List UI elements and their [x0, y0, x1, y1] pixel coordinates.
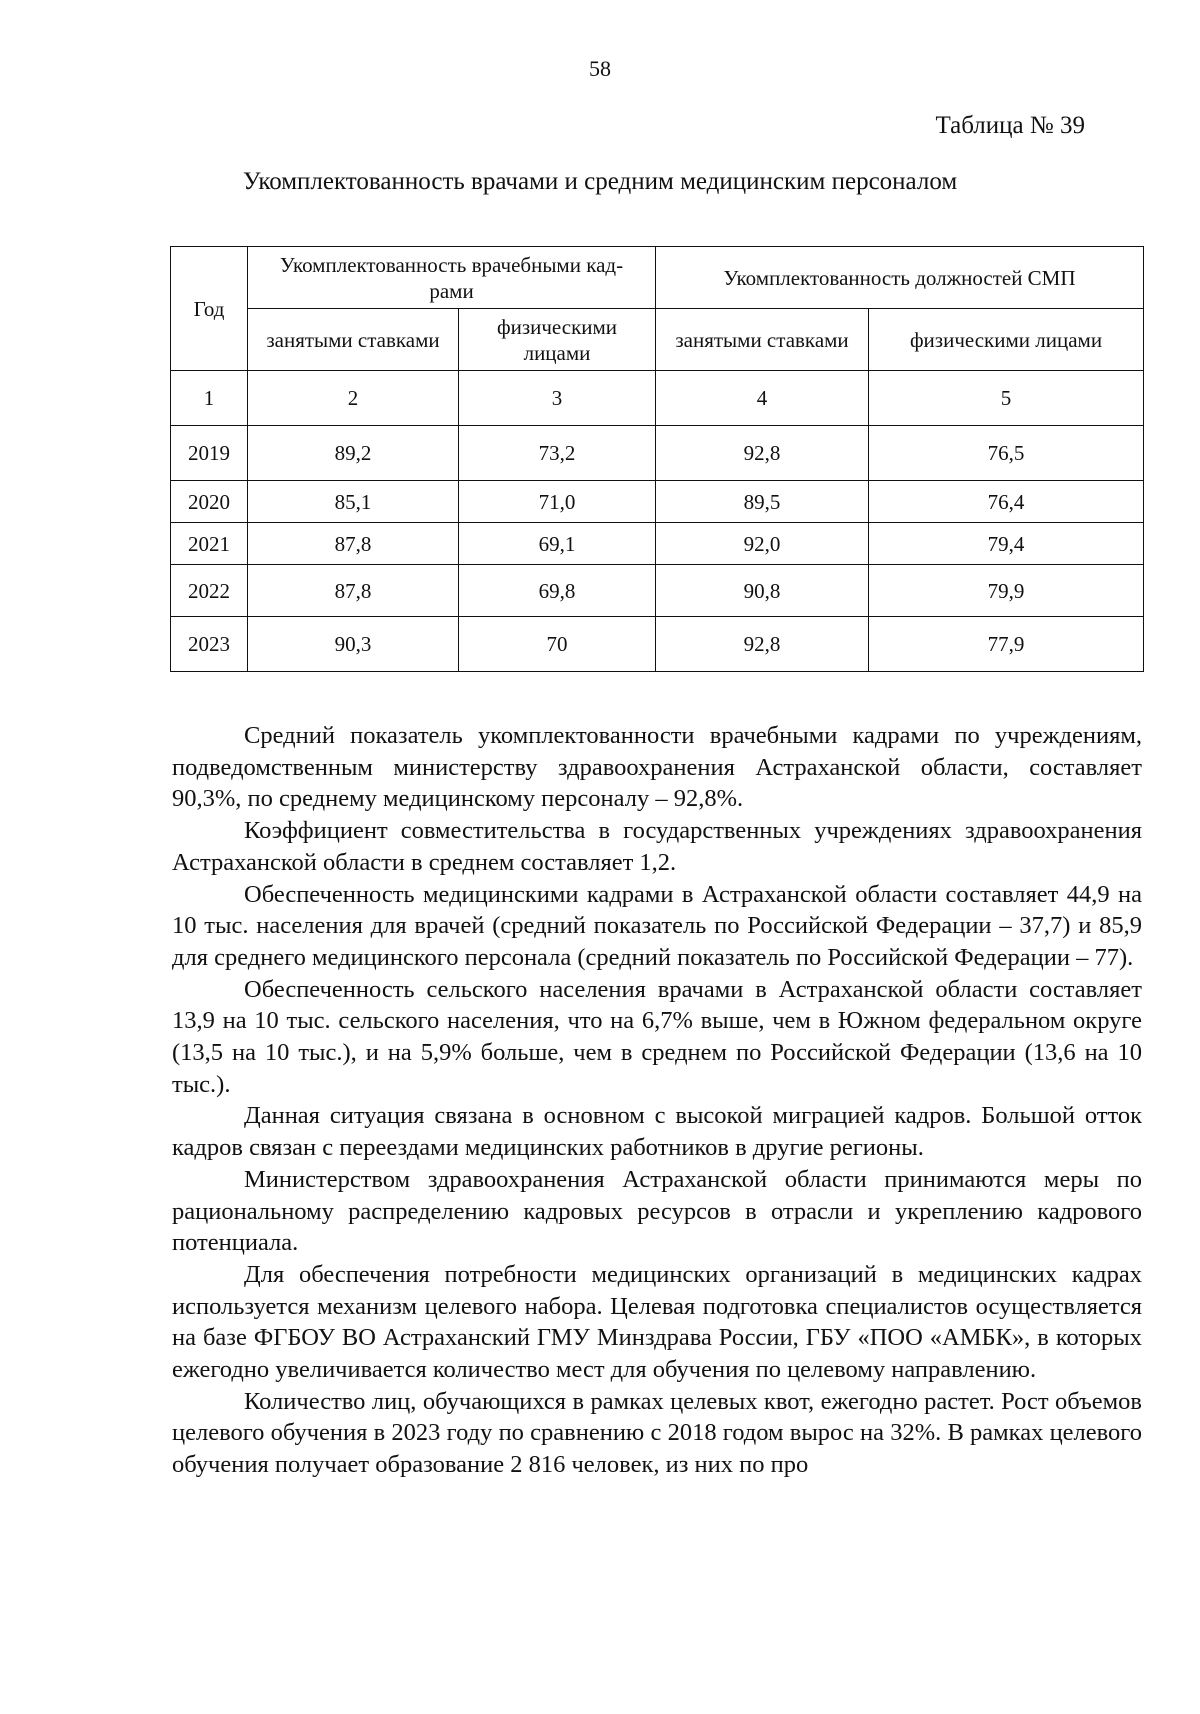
- paragraph: Средний показатель укомплектованности врачебными кадрами по учреждениям, подведомственным министерству здравоохранения Астраханской области, составляет 90,3%, по среднему медицинскому персоналу – 92,8%.: [172, 722, 1142, 813]
- subheader-cell: занятыми ставками: [656, 309, 869, 371]
- value-cell: 73,2: [459, 426, 656, 481]
- paragraph: Количество лиц, обучающихся в рамках целевых квот, ежегодно растет. Рост объемов целевого обучения в 2023 году по сравнению с 2018 годом вырос на 32%. В рамках целевого обучения получает образование 2 816 человек, из них по про: [172, 1387, 1142, 1479]
- table-row: [171, 523, 1144, 565]
- value-cell: 69,1: [459, 523, 656, 565]
- value-cell: 92,8: [656, 426, 869, 481]
- header-group-smp: Укомплектованность должностей СМП: [656, 247, 1144, 309]
- column-number-row: [171, 371, 1144, 426]
- column-number: 3: [459, 371, 656, 426]
- table-row: [171, 481, 1144, 523]
- value-cell: 71,0: [459, 481, 656, 523]
- value-cell: 85,1: [248, 481, 459, 523]
- paragraph: Данная ситуация связана в основном с высокой миграцией кадров. Большой отток кадров связан с переездами медицинских работников в другие регионы.: [172, 1102, 1142, 1162]
- year-cell: 2022: [171, 565, 248, 617]
- value-cell: 70: [459, 617, 656, 672]
- value-cell: 92,8: [656, 617, 869, 672]
- column-number: 5: [869, 371, 1144, 426]
- year-cell: 2019: [171, 426, 248, 481]
- value-cell: 77,9: [869, 617, 1144, 672]
- table-row: [171, 617, 1144, 672]
- year-cell: 2021: [171, 523, 248, 565]
- value-cell: 87,8: [248, 565, 459, 617]
- table-label: Таблица № 39: [935, 112, 1085, 139]
- column-number: 4: [656, 371, 869, 426]
- value-cell: 76,5: [869, 426, 1144, 481]
- column-number: 2: [248, 371, 459, 426]
- value-cell: 90,3: [248, 617, 459, 672]
- paragraph: Коэффициент совместительства в государственных учреждениях здравоохранения Астраханской области в среднем составляет 1,2.: [172, 817, 1142, 876]
- subheader-cell: занятыми ставками: [248, 309, 459, 371]
- paragraph: Обеспеченность медицинскими кадрами в Астраханской области составляет 44,9 на 10 тыс. населения для врачей (средний показатель по Российской Федерации – 37,7) и 85,9 для среднего медицинского персонала (средний показатель по Российской Федерации – 77).: [172, 880, 1142, 971]
- body-text: [172, 720, 1142, 1481]
- value-cell: 92,0: [656, 523, 869, 565]
- value-cell: 90,8: [656, 565, 869, 617]
- value-cell: 76,4: [869, 481, 1144, 523]
- paragraph: Обеспеченность сельского населения врачами в Астраханской области составляет 13,9 на 10 тыс. сельского населения, что на 6,7% выше, чем в Южном федеральном округе (13,5 на 10 тыс.), и на 5,9% больше, чем в среднем по Российской Федерации (13,6 на 10 тыс.).: [172, 975, 1142, 1098]
- header-group-doctors: Укомплектованность врачебными кад- рами: [248, 247, 656, 309]
- value-cell: 89,5: [656, 481, 869, 523]
- column-number: 1: [171, 371, 248, 426]
- paragraph: Для обеспечения потребности медицинских организаций в медицинских кадрах используется механизм целевого набора. Целевая подготовка специалистов осуществляется на базе ФГБОУ ВО Астраханский ГМУ Минздрава России, ГБУ «ПОО «АМБК», в которых ежегодно увеличивается количество мест для обучения по целевому направлению.: [172, 1260, 1142, 1384]
- header-year: Год: [171, 247, 248, 371]
- staffing-table: [170, 246, 1144, 672]
- year-cell: 2023: [171, 617, 248, 672]
- subheader-cell: физическими лицами: [459, 309, 656, 371]
- subheader-cell: физическими лицами: [869, 309, 1144, 371]
- paragraph: Министерством здравоохранения Астраханской области принимаются меры по рациональному распределению кадровых ресурсов в отрасли и укреплению кадрового потенциала.: [172, 1165, 1142, 1257]
- page-number: 58: [589, 56, 611, 81]
- value-cell: 89,2: [248, 426, 459, 481]
- value-cell: 87,8: [248, 523, 459, 565]
- table-row: [171, 426, 1144, 481]
- table-title: Укомплектованность врачами и средним медицинским персоналом: [242, 168, 958, 195]
- year-cell: 2020: [171, 481, 248, 523]
- table-row: [171, 565, 1144, 617]
- value-cell: 69,8: [459, 565, 656, 617]
- value-cell: 79,9: [869, 565, 1144, 617]
- value-cell: 79,4: [869, 523, 1144, 565]
